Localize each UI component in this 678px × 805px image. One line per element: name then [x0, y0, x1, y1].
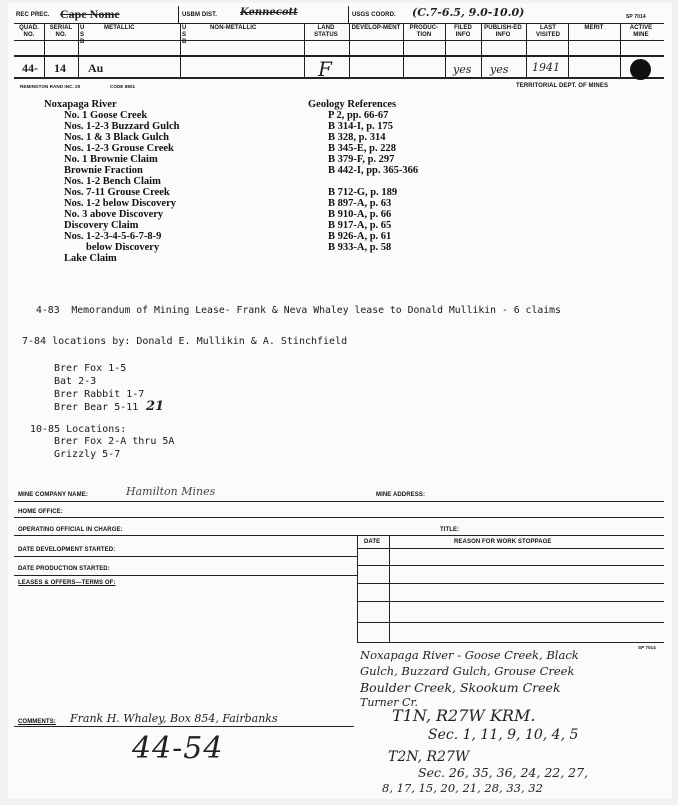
handwritten-location-line: T2N, R27W — [388, 749, 470, 765]
land-status-value: F — [318, 57, 332, 81]
operating-official-label: OPERATING OFFICIAL IN CHARGE: — [18, 527, 123, 533]
geology-ref: B 328, p. 314 — [328, 132, 386, 143]
title-label: TITLE: — [440, 527, 460, 533]
mine-company-value: Hamilton Mines — [126, 485, 216, 498]
handwritten-location-line: Noxapaga River - Goose Creek, Black — [360, 648, 579, 662]
claim-line: Lake Claim — [64, 253, 117, 264]
mine-address-label: MINE ADDRESS: — [376, 492, 426, 498]
geology-ref: B 933-A, p. 58 — [328, 242, 392, 253]
merit-header: MERIT — [584, 25, 604, 31]
claim-line: Nos. 1-2 Bench Claim — [64, 176, 161, 187]
leases-label: LEASES & OFFERS—TERMS OF: — [18, 580, 116, 586]
claim-line: No. 3 above Discovery — [64, 209, 164, 220]
claim-line: No. 1 Brownie Claim — [64, 154, 158, 165]
geology-ref: B 917-A, p. 65 — [328, 220, 392, 231]
locations-1984-title: 7-84 locations by: Donald E. Mullikin & A. Stinchfield — [22, 336, 348, 347]
geology-ref: B 897-A, p. 63 — [328, 198, 392, 209]
non-metallic-header: NON-METALLIC — [210, 25, 257, 31]
big-number: 44-54 — [132, 731, 224, 766]
land-status-header: LAND STATUS — [314, 25, 338, 38]
development-header: DEVELOP-MENT — [351, 25, 401, 31]
claim-line: Nos. 1-2-3 Buzzard Gulch — [64, 121, 180, 132]
serial-no-value: 14 — [54, 61, 66, 75]
claim-line: No. 1 Goose Creek — [64, 110, 148, 121]
locations-1985-title: 10-85 Locations: — [30, 424, 127, 435]
mine-company-label: MINE COMPANY NAME: — [18, 492, 88, 498]
remington-codes: CODE 8801 — [110, 84, 136, 89]
location-item: Bat 2-3 — [54, 376, 97, 387]
geology-ref: B 910-A, p. 66 — [328, 209, 392, 220]
filed-info-value: yes — [453, 63, 472, 76]
territorial-label: TERRITORIAL DEPT. OF MINES — [516, 83, 609, 89]
rec-prec-label: REC PREC. — [16, 12, 50, 18]
production-header: PRODUC-TION — [409, 25, 439, 38]
serial-no-header: SERIAL NO. — [49, 25, 73, 38]
comments-label: COMMENTS: — [18, 719, 56, 725]
remington-label: REMINGTON RAND INC. 20 — [20, 84, 81, 89]
home-office-label: HOME OFFICE: — [18, 509, 63, 515]
location-item: Brer Bear 5-11 — [54, 402, 139, 413]
dev-started-label: DATE DEVELOPMENT STARTED: — [18, 547, 116, 553]
claim-line: Brownie Fraction — [64, 165, 143, 176]
form-number: SP 7014 — [626, 14, 646, 20]
geology-ref: B 442-I, pp. 365-366 — [328, 165, 419, 176]
last-visited-header: LAST VISITED — [535, 25, 561, 38]
geology-ref: B 345-E, p. 228 — [328, 143, 396, 154]
prod-started-label: DATE PRODUCTION STARTED: — [18, 566, 110, 572]
form-number-2: SP 7014 — [638, 645, 656, 650]
handwritten-location-line: Gulch, Buzzard Gulch, Grouse Creek — [360, 664, 575, 678]
date-column-header: DATE — [364, 539, 381, 545]
claim-line: Nos. 1-2-3-4-5-6-7-8-9 — [64, 231, 162, 242]
geology-ref: P 2, pp. 66-67 — [328, 110, 389, 121]
comments-value: Frank H. Whaley, Box 854, Fairbanks — [70, 712, 278, 725]
location-item: Brer Fox 2-A thru 5A — [54, 436, 175, 447]
quad-no-header: QUAD. NO. — [19, 25, 39, 38]
usgs-coord-value: (C.7-6.5, 9.0-10.0) — [412, 6, 525, 19]
handwritten-location-line: Sec. 1, 11, 9, 10, 4, 5 — [428, 727, 579, 743]
geology-ref: B 379-F, p. 297 — [328, 154, 395, 165]
reason-column-header: REASON FOR WORK STOPPAGE — [454, 539, 552, 545]
geology-ref: B 712-G, p. 189 — [328, 187, 398, 198]
last-visited-value: 1941 — [532, 61, 560, 74]
lease-memo: 4-83 Memorandum of Mining Lease- Frank & Neva Whaley lease to Donald Mullikin - 6 claims — [36, 305, 561, 316]
filed-info-header: FILED INFO — [454, 25, 472, 38]
location-item: Brer Rabbit 1-7 — [54, 389, 145, 400]
published-info-value: yes — [490, 63, 509, 76]
active-mine-dot — [630, 59, 651, 80]
handwritten-location-line: Boulder Creek, Skookum Creek — [360, 680, 561, 695]
active-mine-header: ACTIVE MINE — [629, 25, 653, 38]
quad-no-value: 44- — [22, 61, 38, 75]
claim-line: Nos. 1-2-3 Grouse Creek — [64, 143, 174, 154]
geology-ref: B 314-I, p. 175 — [328, 121, 394, 132]
metallic-header: METALLIC — [104, 25, 135, 31]
metallic-value: Au — [88, 61, 104, 75]
claim-line: Nos. 1-2 below Discovery — [64, 198, 176, 209]
usgs-coord-label: USGS COORD. — [352, 12, 396, 18]
handwritten-location-line: Sec. 26, 35, 36, 24, 22, 27, — [418, 765, 589, 780]
usbm-dist-value: Kennecott — [240, 7, 298, 18]
claim-line: Discovery Claim — [64, 220, 139, 231]
location-item: Grizzly 5-7 — [54, 449, 121, 460]
published-info-header: PUBLISH-ED INFO — [484, 25, 522, 38]
usb-nonmetallic-header: U S B — [182, 25, 187, 45]
usbm-dist-label: USBM DIST. — [182, 12, 218, 18]
mine-record-card — [8, 3, 672, 799]
claim-line: Nos. 7-11 Grouse Creek — [64, 187, 170, 198]
handwritten-21: 21 — [146, 399, 165, 414]
geology-title: Geology References — [308, 99, 397, 110]
rec-prec-value: Cape Nome — [60, 7, 120, 21]
handwritten-location-line: T1N, R27W KRM. — [392, 706, 536, 725]
handwritten-location-line: 8, 17, 15, 20, 21, 28, 33, 32 — [382, 781, 543, 795]
location-item: Brer Fox 1-5 — [54, 363, 127, 374]
handwritten-location-line: Turner Cr. — [360, 696, 418, 709]
usb-metallic-header: U S B — [80, 25, 85, 45]
claim-line: Nos. 1 & 3 Black Gulch — [64, 132, 170, 143]
claim-line: Noxapaga River — [44, 99, 117, 110]
geology-ref: B 926-A, p. 61 — [328, 231, 392, 242]
claim-line: below Discovery — [86, 242, 160, 253]
